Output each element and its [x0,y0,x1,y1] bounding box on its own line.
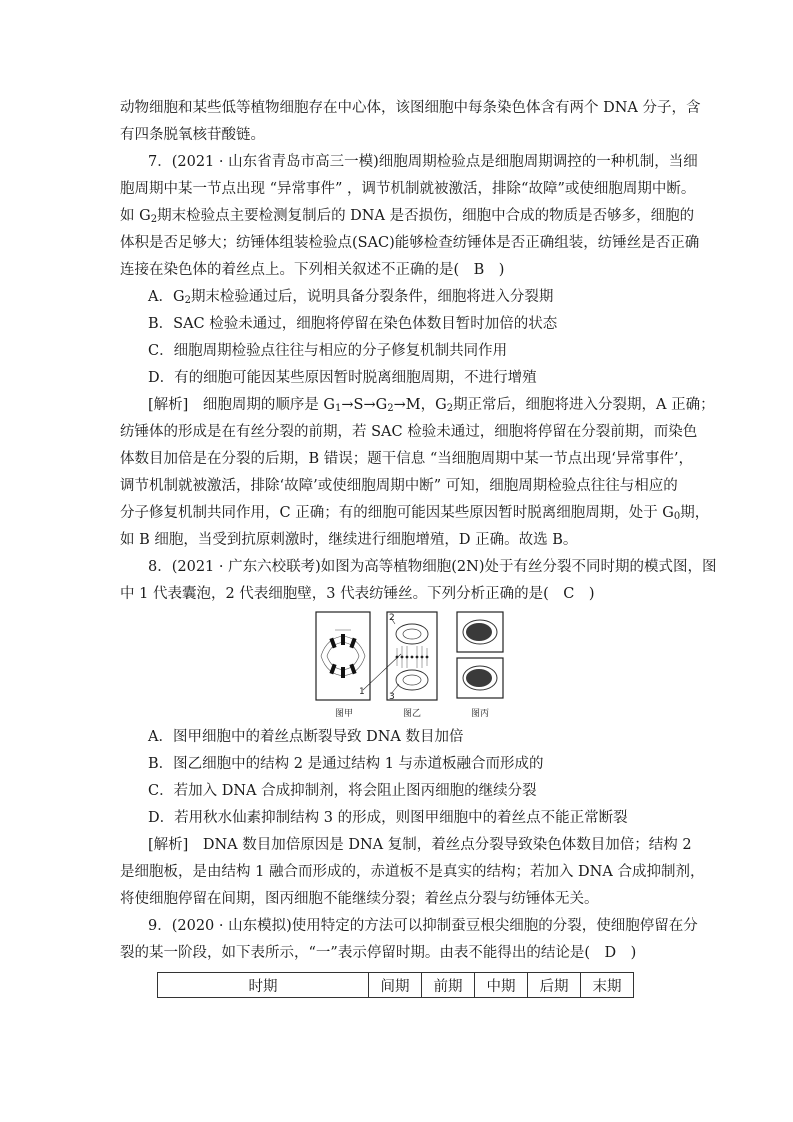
caption-bing: 图丙 [471,709,490,719]
caption-yi: 图乙 [403,709,422,719]
q8-analysis-line-2: 是细胞板，是由结构 1 融合而形成的，赤道板不是真实的结构；若加入 DNA 合成抑制剂， [120,864,705,880]
q7-stem-line-1: 7．(2021 · 山东省青岛市高三一模)细胞周期检验点是细胞周期调控的一种机制，当细 [148,154,698,170]
q7-analysis-line-5: 分子修复机制共同作用，C 正确；有的细胞可能因某些原因暂时脱离细胞周期，处于 $G_0$期， [120,505,710,522]
q7-option-d: D．有的细胞可能因某些原因暂时脱离细胞周期，不进行增殖 [148,370,537,386]
mitosis-figure-svg [313,608,509,720]
q9-table [157,972,634,998]
table-header-row [158,973,634,998]
q7-analysis-line-2: 纺锤体的形成是在有丝分裂的前期，若 SAC 检验未通过，细胞将停留在分裂前期，而染色 [120,424,698,440]
q7-stem-line-5: 连接在染色体的着丝点上。下列相关叙述不正确的是( B ) [120,262,505,278]
table-header-cell: 时期 [158,973,369,998]
q8-stem-line-1: 8．(2021 · 广东六校联考)如图为高等植物细胞(2N)处于有丝分裂不同时期的模式图，图 [148,559,717,575]
intro-line-2: 有四条脱氧核苷酸链。 [120,127,265,143]
q8-option-c: C．若加入 DNA 合成抑制剂，将会阻止图丙细胞的继续分裂 [148,783,537,799]
q9-stem-line-2: 裂的某一阶段，如下表所示，“一”表示停留时期。由表不能得出的结论是( D ) [120,945,637,961]
q7-option-c: C．细胞周期检验点往往与相应的分子修复机制共同作用 [148,343,508,359]
table-header-cell: 后期 [528,973,581,998]
q8-analysis-line-1: [解析] DNA 数目加倍原因是 DNA 复制，着丝点分裂导致染色体数目加倍；结构 2 [148,837,692,853]
mitosis-figure [313,608,509,720]
q7-analysis-line-4: 调节机制就被激活，排除‘故障’或使细胞周期中断” 可知，细胞周期检验点往往与相应的 [120,478,678,494]
cell-bing [457,612,503,698]
q7-stem-line-3: 如 $G_2$期末检验点主要检测复制后的 DNA 是否损伤，细胞中合成的物质是否够多，细胞的 [120,208,695,225]
label-num-2: 2 [389,613,395,623]
table-header-cell: 前期 [422,973,475,998]
q7-analysis-line-1: [解析] 细胞周期的顺序是 $G_1\to S\to G_2\to M$，$G_2$期正常后，细胞将进入分裂期，A 正确； [148,397,715,414]
q8-option-b: B．图乙细胞中的结构 2 是通过结构 1 与赤道板融合而形成的 [148,756,544,772]
q8-option-a: A．图甲细胞中的着丝点断裂导致 DNA 数目加倍 [148,729,464,745]
q7-option-b: B．SAC 检验未通过，细胞将停留在染色体数目暂时加倍的状态 [148,316,558,332]
q8-analysis-line-3: 将使细胞停留在间期，图丙细胞不能继续分裂；着丝点分裂与纺锤体无关。 [120,891,599,907]
q7-analysis-line-3: 体数目加倍是在分裂的后期，B 错误；题干信息 “当细胞周期中某一节点出现‘异常事件’， [120,451,694,467]
q7-stem-line-2: 胞周期中某一节点出现 “异常事件” ，调节机制就被激活，排除“故障”或使细胞周期中断。 [120,181,696,197]
table-header-cell: 间期 [369,973,422,998]
table-header-cell: 中期 [475,973,528,998]
q7-option-a: A．$G_2$期末检验通过后，说明具备分裂条件，细胞将进入分裂期 [148,289,554,306]
q8-stem-line-2: 中 1 代表囊泡，2 代表细胞壁，3 代表纺锤丝。下列分析正确的是( C ) [120,586,595,602]
q9-stem-line-1: 9．(2020 · 山东模拟)使用特定的方法可以抑制蚕豆根尖细胞的分裂，使细胞停留在分 [148,918,698,934]
q7-stem-line-4: 体积是否足够大；纺锤体组装检验点(SAC)能够检查纺锤体是否正确组装，纺锤丝是否正确 [120,235,700,251]
q7-analysis-line-6: 如 B 细胞，当受到抗原刺激时，继续进行细胞增殖，D 正确。故选 B。 [120,532,578,548]
q8-option-d: D．若用秋水仙素抑制结构 3 的形成，则图甲细胞中的着丝点不能正常断裂 [148,810,628,826]
intro-line-1: 动物细胞和某些低等植物细胞存在中心体，该图细胞中每条染色体含有两个 DNA 分子，含 [120,100,701,116]
table-header-cell: 末期 [581,973,634,998]
cell-yi [363,612,437,700]
caption-jia: 图甲 [335,709,354,719]
label-num-1: 1 [359,687,365,697]
label-num-3: 3 [389,692,395,702]
